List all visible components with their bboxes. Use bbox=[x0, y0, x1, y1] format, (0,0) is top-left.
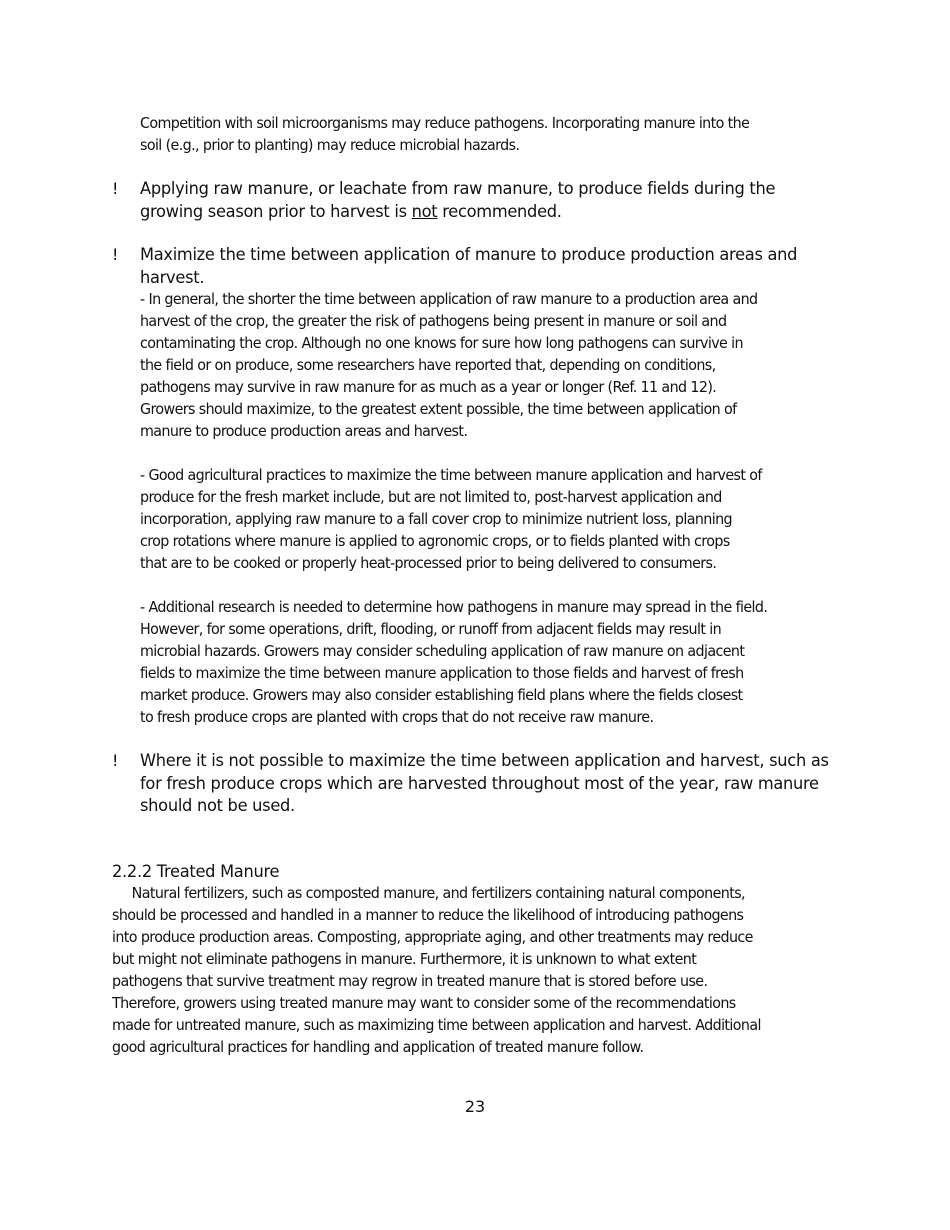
text-segment: recommended. bbox=[437, 201, 562, 222]
page-number: 23 bbox=[464, 1097, 486, 1116]
subparagraph-general bbox=[140, 288, 758, 442]
text-line: harvest. bbox=[140, 267, 205, 288]
text-line: but might not eliminate pathogens in manure. Furthermore, it is unknown to what extent bbox=[112, 950, 697, 968]
text-line: made for untreated manure, such as maximizing time between application and harvest. Additional bbox=[112, 1016, 761, 1034]
heading-text: 2.2.2 Treated Manure bbox=[112, 862, 280, 882]
text-line: - Additional research is needed to determine how pathogens in manure may spread in the field. bbox=[140, 598, 768, 616]
text-line: Applying raw manure, or leachate from raw manure, to produce fields during the bbox=[140, 179, 776, 199]
text-line: Where it is not possible to maximize the time between application and harvest, such as bbox=[140, 751, 829, 771]
text-line: pathogens that survive treatment may regrow in treated manure that is stored before use. bbox=[112, 972, 708, 990]
text-line: good agricultural practices for handling and application of treated manure follow. bbox=[112, 1038, 644, 1056]
text-line: should not be used. bbox=[140, 796, 295, 816]
text-line: that are to be cooked or properly heat-processed prior to being delivered to consumers. bbox=[140, 554, 717, 572]
text-line: However, for some operations, drift, flooding, or runoff from adjacent fields may result in bbox=[140, 620, 722, 638]
text-line: soil (e.g., prior to planting) may reduce microbial hazards. bbox=[140, 136, 520, 154]
text-line: contaminating the crop. Although no one knows for sure how long pathogens can survive in bbox=[140, 334, 743, 352]
bullet-item-raw-manure bbox=[140, 178, 775, 223]
text-line: harvest of the crop, the greater the risk of pathogens being present in manure or soil and bbox=[140, 312, 727, 330]
text-line: manure to produce production areas and harvest. bbox=[140, 422, 468, 440]
bullet-marker: ! bbox=[112, 179, 119, 198]
text-line: Maximize the time between application of manure to produce production areas and bbox=[140, 245, 798, 265]
section-heading bbox=[112, 861, 279, 884]
text-line: should be processed and handled in a manner to reduce the likelihood of introducing pathogens bbox=[112, 906, 744, 924]
text-line: produce for the fresh market include, but are not limited to, post-harvest application and bbox=[140, 488, 722, 506]
bullet-item-not-possible bbox=[140, 750, 829, 818]
bullet-item-maximize-time-title bbox=[140, 244, 797, 289]
text-line: crop rotations where manure is applied to agronomic crops, or to fields planted with crops bbox=[140, 532, 730, 550]
text-line: to fresh produce crops are planted with crops that do not receive raw manure. bbox=[140, 708, 654, 726]
text-line: Growers should maximize, to the greatest extent possible, the time between application of bbox=[140, 400, 737, 418]
text-line: market produce. Growers may also consider establishing field plans where the fields closest bbox=[140, 686, 743, 704]
underlined-word: not bbox=[411, 201, 438, 222]
text-line: - Good agricultural practices to maximize the time between manure application and harvest of bbox=[140, 466, 762, 484]
text-line: Competition with soil microorganisms may reduce pathogens. Incorporating manure into the bbox=[140, 114, 750, 132]
intro-paragraph bbox=[140, 112, 749, 156]
text-line: into produce production areas. Composting, appropriate aging, and other treatments may reduce bbox=[112, 928, 753, 946]
text-line: pathogens may survive in raw manure for as much as a year or longer (Ref. 11 and 12). bbox=[140, 378, 717, 396]
text-line: incorporation, applying raw manure to a fall cover crop to minimize nutrient loss, planning bbox=[140, 510, 732, 528]
subparagraph-good-practices bbox=[140, 464, 762, 574]
text-line: Natural fertilizers, such as composted manure, and fertilizers containing natural components, bbox=[112, 884, 745, 902]
text-line: the field or on produce, some researchers have reported that, depending on conditions, bbox=[140, 356, 716, 374]
text-line: Therefore, growers using treated manure may want to consider some of the recommendations bbox=[112, 994, 736, 1012]
bullet-marker: ! bbox=[112, 751, 119, 770]
text-line: fields to maximize the time between manure application to those fields and harvest of fresh bbox=[140, 664, 744, 682]
text-segment: growing season prior to harvest is bbox=[140, 201, 412, 222]
section-paragraph bbox=[112, 882, 761, 1058]
text-line: microbial hazards. Growers may consider scheduling application of raw manure on adjacent bbox=[140, 642, 745, 660]
text-line bbox=[140, 201, 775, 224]
bullet-marker: ! bbox=[112, 245, 119, 264]
subparagraph-additional-research bbox=[140, 596, 767, 728]
text-line: for fresh produce crops which are harvested throughout most of the year, raw manure bbox=[140, 773, 819, 794]
text-line: - In general, the shorter the time between application of raw manure to a production area and bbox=[140, 290, 758, 308]
